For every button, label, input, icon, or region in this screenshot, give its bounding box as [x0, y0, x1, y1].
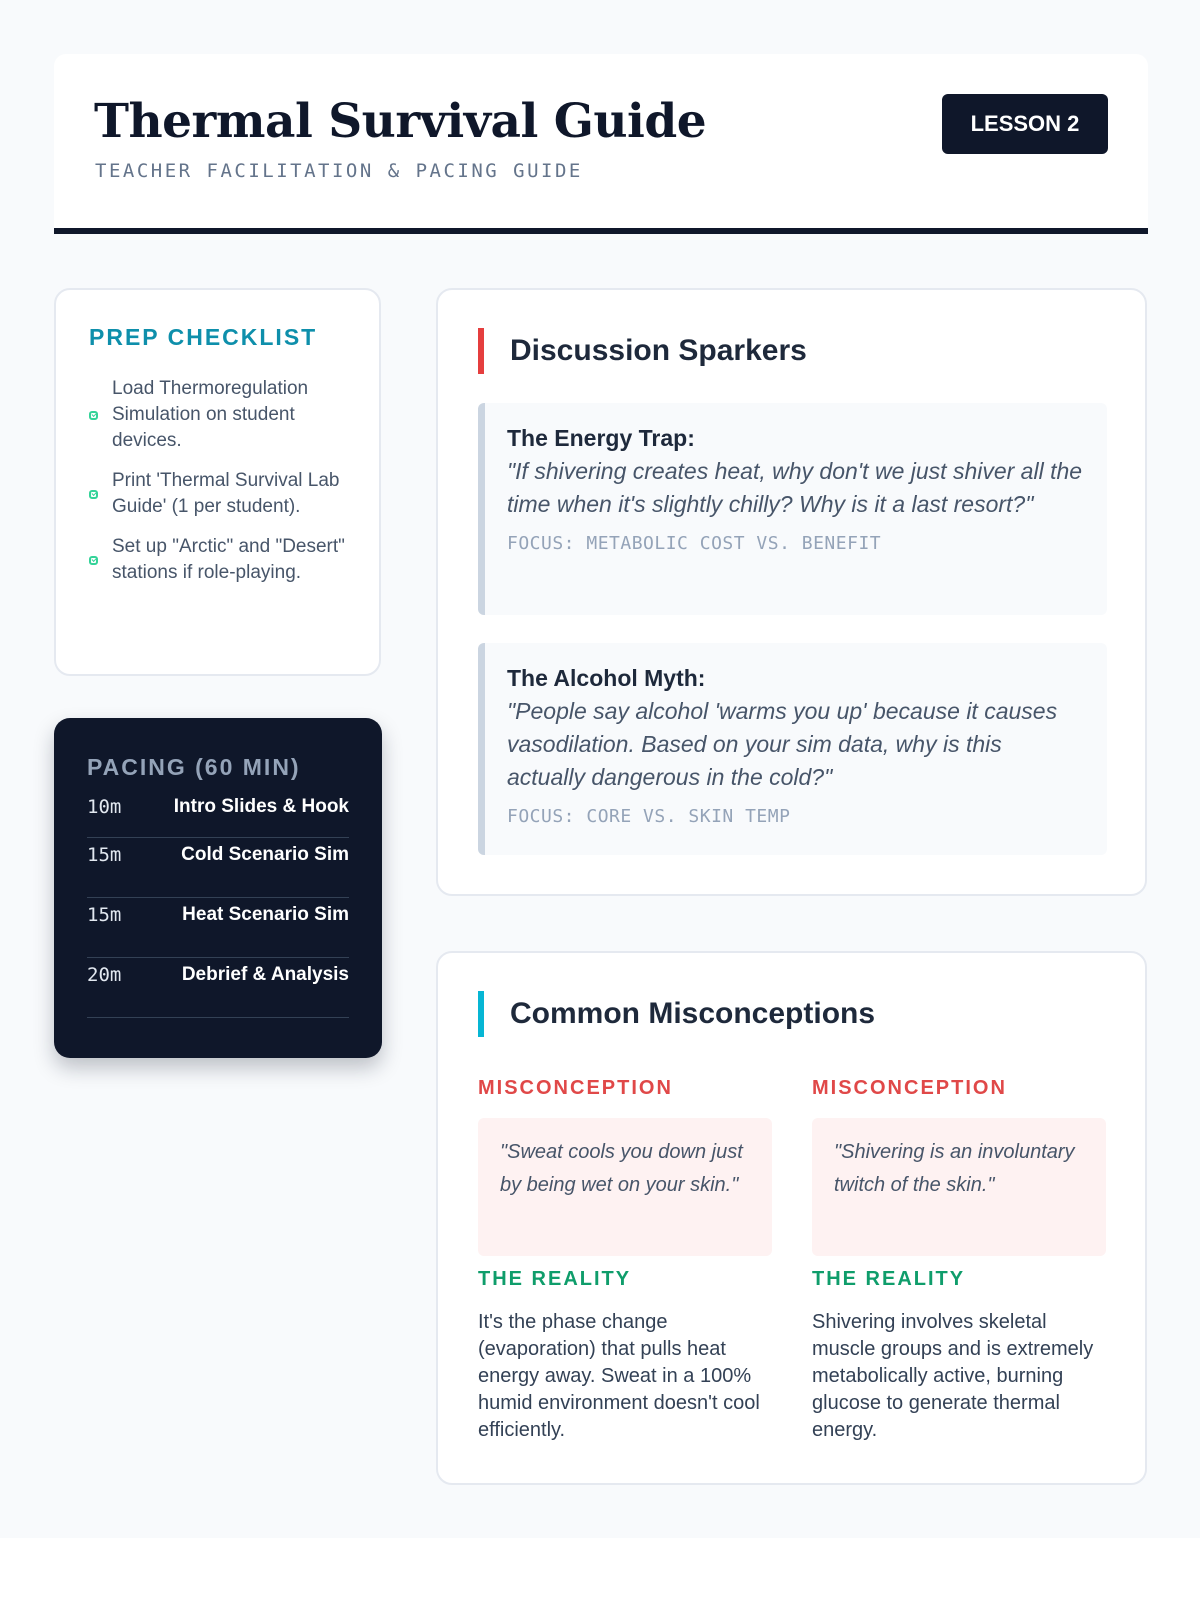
discussion-item — [478, 643, 1107, 855]
discussion-sparkers-card — [436, 288, 1147, 896]
discussion-header — [478, 328, 807, 374]
pacing-activity: Debrief & Analysis — [181, 964, 349, 985]
discussion-item-quote: "People say alcohol 'warms you up' because it causes vasodilation. Based on your sim data, why is this actually dangerous in the cold?" — [507, 698, 1058, 790]
pacing-time: 15m — [87, 904, 122, 926]
misconceptions-header — [478, 991, 875, 1037]
checklist-item-text: Load Thermoregulation Simulation on student devices. — [112, 378, 309, 451]
prep-checklist-title: PREP CHECKLIST — [89, 324, 318, 350]
page-title: Thermal Survival Guide — [94, 94, 707, 149]
misconception-quote: "Shivering is an involuntary twitch of the skin." — [812, 1118, 1106, 1256]
checklist-item — [89, 534, 357, 586]
misconception-column — [478, 1077, 772, 1444]
pacing-activity: Heat Scenario Sim — [182, 904, 349, 925]
lesson-badge: LESSON 2 — [942, 94, 1108, 154]
page-subtitle: TEACHER FACILITATION & PACING GUIDE — [95, 160, 583, 182]
pacing-row — [87, 958, 349, 1018]
checklist-item-text: Print 'Thermal Survival Lab Guide' (1 per student). — [112, 470, 340, 517]
discussion-accent-bar — [478, 328, 484, 374]
discussion-item — [478, 403, 1107, 615]
reality-text: It's the phase change (evaporation) that pulls heat energy away. Sweat in a 100% humid environment doesn't cool efficiently. — [478, 1311, 760, 1441]
checklist-item — [89, 376, 357, 454]
checklist-item-text: Set up "Arctic" and "Desert" stations if role-playing. — [112, 536, 345, 583]
check-square-icon — [89, 411, 98, 420]
prep-checklist — [89, 376, 357, 600]
pacing-list — [87, 796, 349, 1018]
discussion-item-title: The Alcohol Myth: — [507, 665, 706, 691]
pacing-row — [87, 838, 349, 898]
discussion-item-focus: FOCUS: METABOLIC COST VS. BENEFIT — [507, 533, 882, 554]
checklist-item — [89, 468, 357, 520]
discussion-item-title: The Energy Trap: — [507, 425, 695, 451]
pacing-title: PACING (60 MIN) — [87, 754, 301, 780]
misconception-label: MISCONCEPTION — [478, 1077, 673, 1099]
check-square-icon — [89, 556, 98, 565]
pacing-time: 15m — [87, 844, 122, 866]
reality-label: THE REALITY — [812, 1268, 966, 1290]
pacing-time: 20m — [87, 964, 122, 986]
pacing-row — [87, 796, 349, 838]
misconception-quote: "Sweat cools you down just by being wet on your skin." — [478, 1118, 772, 1256]
misconceptions-accent-bar — [478, 991, 484, 1037]
discussion-title: Discussion Sparkers — [510, 334, 807, 367]
pacing-time: 10m — [87, 796, 122, 818]
pacing-activity: Intro Slides & Hook — [173, 796, 349, 817]
pacing-activity: Cold Scenario Sim — [181, 844, 349, 865]
misconception-column — [812, 1077, 1106, 1444]
discussion-item-focus: FOCUS: CORE VS. SKIN TEMP — [507, 806, 791, 827]
pacing-row — [87, 898, 349, 958]
misconceptions-card — [436, 951, 1147, 1485]
prep-checklist-card — [54, 288, 381, 676]
header — [54, 54, 1148, 234]
misconception-label: MISCONCEPTION — [812, 1077, 1007, 1099]
reality-label: THE REALITY — [478, 1268, 632, 1290]
reality-text: Shivering involves skeletal muscle groups and is extremely metabolically active, burning glucose to generate thermal energy. — [812, 1311, 1094, 1441]
pacing-card — [54, 718, 382, 1058]
check-square-icon — [89, 490, 98, 499]
misconceptions-title: Common Misconceptions — [510, 997, 876, 1030]
discussion-item-quote: "If shivering creates heat, why don't we just shiver all the time when it's slightly chilly? Why is it a last resort?" — [507, 458, 1083, 517]
